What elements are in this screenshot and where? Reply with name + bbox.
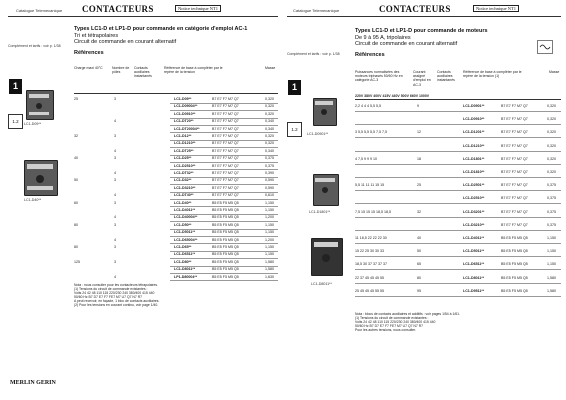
header-rule bbox=[8, 16, 278, 17]
row-poles: 3 bbox=[114, 156, 116, 161]
row-motor-power: 15 22 25 30 30 33 bbox=[355, 249, 384, 254]
table-row bbox=[355, 235, 561, 242]
row-voltage-codes: B7 E7 F7 M7 Q7 bbox=[212, 185, 239, 190]
contactor-photo-medium bbox=[311, 172, 339, 206]
column-header: Contacts auxiliaires instantanés bbox=[134, 66, 152, 79]
row-voltage-codes: B7 E7 F7 M7 Q7 bbox=[212, 163, 239, 168]
row-poles: 4 bbox=[114, 215, 116, 220]
row-mass: 0,375 bbox=[547, 222, 556, 227]
row-current: 80 bbox=[74, 245, 78, 249]
row-voltage-codes: B7 E7 F7 M7 Q7 bbox=[212, 119, 239, 124]
row-mass: 0,340 bbox=[265, 126, 274, 131]
row-voltage-codes: B5 E5 F5 M5 Q5 bbox=[212, 230, 239, 235]
chapter-tab: 1 bbox=[288, 80, 301, 95]
row-mass: 1,200 bbox=[265, 215, 274, 220]
brand-logo: MERLIN GERIN bbox=[10, 380, 56, 386]
voltage-header: 220V 380V 400V 415V 440V 500V 660V 1000V bbox=[355, 94, 430, 98]
row-motor-power: 25 45 45 45 55 55 bbox=[355, 288, 384, 293]
table-row bbox=[355, 275, 561, 282]
row-reference: LC1-D3210** bbox=[174, 185, 196, 190]
table-row bbox=[355, 169, 561, 176]
table-row bbox=[355, 261, 561, 268]
column-header: Nombre de pôles bbox=[112, 66, 130, 75]
top-line: Catalogue Telemecanique bbox=[293, 8, 340, 13]
table-row bbox=[355, 156, 561, 163]
photo-caption-1: LC1-D09** bbox=[24, 122, 42, 126]
row-mass: 0,610 bbox=[265, 193, 274, 198]
row-reference: LC1-D0910** bbox=[463, 117, 485, 122]
contactor-photo-large bbox=[22, 158, 58, 196]
photo-caption-1: LC1-D0901** bbox=[307, 132, 329, 136]
row-poles: 4 bbox=[114, 171, 116, 175]
row-poles: 3 bbox=[114, 222, 116, 227]
row-current: 40 bbox=[417, 236, 421, 240]
column-header: Charge maxi 40°C bbox=[74, 66, 103, 70]
row-mass: 1,630 bbox=[265, 274, 274, 279]
row-voltage-codes: B5 E5 F5 M5 Q5 bbox=[212, 237, 239, 242]
row-voltage-codes: B7 E7 F7 M7 Q7 bbox=[212, 171, 239, 175]
row-poles: 4 bbox=[114, 274, 116, 279]
row-reference: LC1-D3210** bbox=[463, 222, 485, 227]
row-voltage-codes: B5 E5 F5 M5 Q5 bbox=[212, 208, 239, 212]
row-current: 9 bbox=[417, 104, 419, 108]
row-motor-power: 4 7,5 9 9 9 10 bbox=[355, 156, 377, 161]
footnotes bbox=[355, 312, 560, 332]
row-reference: LP1-D80004** bbox=[174, 274, 198, 279]
column-header: Référence de base à compléter par le repère de la tension (1) bbox=[463, 70, 522, 79]
table-row bbox=[355, 182, 561, 189]
row-voltage-codes: B7 E7 F7 M7 Q7 bbox=[212, 148, 239, 153]
row-reference: LC1-DT40** bbox=[174, 193, 194, 198]
table-header-rule bbox=[74, 93, 278, 94]
row-reference: LC1-D1201** bbox=[463, 130, 485, 135]
table-row bbox=[355, 222, 561, 229]
row-voltage-codes: B5 E5 F5 M5 Q5 bbox=[212, 274, 239, 279]
footnote-line: Pour les autres tensions, nous consulter. bbox=[355, 328, 417, 332]
footnote-line: Volts 24 42 48 110 115 220/230 240 380/400 415 440 bbox=[74, 291, 155, 295]
row-mass: 0,320 bbox=[547, 117, 556, 122]
row-voltage-codes: B5 E5 F5 M5 Q5 bbox=[212, 252, 239, 257]
row-voltage-codes: B7 E7 F7 M7 Q7 bbox=[212, 126, 239, 131]
row-voltage-codes: B5 E5 F5 M5 Q5 bbox=[212, 259, 239, 264]
row-current: 80 bbox=[417, 275, 421, 280]
row-mass: 1,150 bbox=[547, 236, 556, 240]
row-voltage-codes: B7 E7 F7 M7 Q7 bbox=[212, 104, 239, 109]
row-mass: 0,375 bbox=[265, 156, 274, 161]
row-motor-power: 7,5 15 15 15 18,5 18,5 bbox=[355, 209, 391, 214]
table-row bbox=[355, 195, 561, 202]
row-voltage-codes: B5 E5 F5 M5 Q5 bbox=[212, 200, 239, 205]
notice-label: Notice technique NT1 bbox=[473, 5, 519, 12]
row-mass: 1,580 bbox=[265, 267, 274, 272]
notice-label: Notice technique NT1 bbox=[175, 5, 221, 12]
header-rule bbox=[287, 16, 561, 17]
row-mass: 0,320 bbox=[265, 141, 274, 146]
footnote-line: 50/60 Hz B7 D7 E7 F7 FE7 M7 U7 Q7 N7 R7 bbox=[355, 324, 424, 328]
row-motor-power: 11 18,5 22 22 22 30 bbox=[355, 236, 387, 240]
row-voltage-codes: B7 E7 F7 M7 Q7 bbox=[501, 117, 528, 122]
footnote-line: Volts 24 42 48 110 115 220/230 240 380/400 415 440 bbox=[355, 320, 436, 324]
column-header: Puissances normalisées des moteurs triphasés 50/60 Hz en catégorie AC-3 bbox=[355, 70, 403, 83]
row-current: 25 bbox=[417, 183, 421, 188]
footnotes bbox=[74, 283, 279, 307]
table-row bbox=[355, 248, 561, 255]
row-voltage-codes: B5 E5 F5 M5 Q5 bbox=[501, 262, 528, 267]
row-reference: LC1-D32** bbox=[174, 178, 192, 183]
row-reference: LC1-D5011** bbox=[174, 230, 196, 235]
row-mass: 1,580 bbox=[547, 288, 556, 293]
row-mass: 0,375 bbox=[265, 163, 274, 168]
row-current: 65 bbox=[417, 262, 421, 267]
row-mass: 1,580 bbox=[265, 259, 274, 264]
row-voltage-codes: B7 E7 F7 M7 Q7 bbox=[501, 196, 528, 201]
row-voltage-codes: B7 E7 F7 M7 Q7 bbox=[212, 97, 239, 101]
row-current: 50 bbox=[74, 178, 78, 183]
footnote-line: (2) Pour les tensions en courant continu, voir page 1/40. bbox=[74, 303, 159, 307]
contactor-photo-large bbox=[309, 236, 343, 276]
row-poles: 3 bbox=[114, 97, 116, 101]
row-current: 80 bbox=[74, 222, 78, 227]
row-reference: LC1-D1801** bbox=[463, 156, 485, 161]
contactor-photo-small bbox=[311, 96, 337, 126]
row-voltage-codes: B7 E7 F7 M7 Q7 bbox=[212, 111, 239, 116]
row-mass: 1,150 bbox=[265, 208, 274, 212]
row-voltage-codes: B7 E7 F7 M7 Q7 bbox=[212, 134, 239, 138]
row-current: 25 bbox=[74, 97, 78, 101]
row-mass: 0,390 bbox=[265, 171, 274, 175]
row-current: 18 bbox=[417, 156, 421, 161]
footnote-line: A peut recevoir, en façade, 1 bloc de contacts auxiliaires. bbox=[74, 299, 160, 303]
row-poles: 4 bbox=[114, 237, 116, 242]
row-reference: LC1-D2510** bbox=[463, 196, 485, 201]
row-current: 32 bbox=[417, 209, 421, 214]
column-header: Masse bbox=[265, 66, 276, 70]
row-current: 125 bbox=[74, 259, 80, 264]
row-reference: LC1-D50** bbox=[174, 222, 192, 227]
row-voltage-codes: B5 E5 F5 M5 Q5 bbox=[212, 267, 239, 272]
row-reference: LC1-D5011** bbox=[463, 249, 485, 254]
table-row bbox=[355, 129, 561, 136]
column-header: Référence de base à compléter par le repère de la tension bbox=[164, 66, 223, 75]
table-row bbox=[355, 103, 561, 110]
references-heading: Références bbox=[355, 52, 385, 58]
row-mass: 0,340 bbox=[265, 119, 274, 124]
row-reference: LC1-D09** bbox=[174, 97, 192, 101]
row-mass: 0,590 bbox=[265, 185, 274, 190]
row-reference: LC1-D65004** bbox=[174, 237, 198, 242]
row-motor-power: 3 5,5 5,5 5,5 7,5 7,5 bbox=[355, 130, 387, 135]
references-heading: Références bbox=[74, 50, 104, 56]
section-title: Types LC1-D et LP1-D pour commande en catégorie d'emploi AC-1 Tri et tétrapolaires Circuit de commande en courant alternatif bbox=[74, 26, 248, 46]
row-poles: 3 bbox=[114, 134, 116, 138]
row-voltage-codes: B7 E7 F7 M7 Q7 bbox=[212, 141, 239, 146]
row-current: 32 bbox=[74, 134, 78, 138]
row-reference: LC1-D8011** bbox=[174, 267, 196, 272]
photo-caption-2: LC1-D1801** bbox=[309, 210, 331, 214]
subchapter-tab: 1.2 bbox=[287, 122, 302, 137]
row-mass: 1,150 bbox=[265, 230, 274, 235]
ac-symbol-icon bbox=[537, 40, 553, 54]
table-row bbox=[355, 288, 561, 295]
row-mass: 0,375 bbox=[547, 183, 556, 188]
side-note: Complément et tarifs : voir p. 1/38 bbox=[287, 52, 340, 56]
row-mass: 0,375 bbox=[547, 196, 556, 201]
row-voltage-codes: B7 E7 F7 M7 Q7 bbox=[212, 178, 239, 183]
column-header: Masse bbox=[549, 70, 560, 74]
row-poles: 3 bbox=[114, 259, 116, 264]
table-row bbox=[355, 143, 561, 150]
row-mass: 0,320 bbox=[547, 104, 556, 108]
row-voltage-codes: B7 E7 F7 M7 Q7 bbox=[501, 143, 528, 148]
row-reference: LC1-D40004** bbox=[174, 215, 198, 220]
row-reference: LC1-D9511** bbox=[463, 288, 485, 293]
row-mass: 0,320 bbox=[547, 170, 556, 174]
row-voltage-codes: B5 E5 F5 M5 Q5 bbox=[212, 245, 239, 249]
chapter-tab: 1 bbox=[9, 79, 22, 94]
row-reference: LC1-D2501** bbox=[463, 183, 485, 188]
row-motor-power: 18,5 30 37 37 37 37 bbox=[355, 262, 387, 267]
row-poles: 3 bbox=[114, 245, 116, 249]
row-mass: 1,150 bbox=[265, 252, 274, 257]
row-mass: 1,150 bbox=[547, 262, 556, 267]
row-reference: LC1-DT20004** bbox=[174, 126, 200, 131]
row-mass: 0,320 bbox=[547, 130, 556, 135]
row-poles: 3 bbox=[114, 200, 116, 205]
row-current: 95 bbox=[417, 288, 421, 293]
row-voltage-codes: B5 E5 F5 M5 Q5 bbox=[501, 249, 528, 254]
footnote-line: 50/60 Hz B7 D7 E7 F7 FE7 M7 U7 Q7 N7 R7 bbox=[74, 295, 143, 299]
row-mass: 0,320 bbox=[265, 97, 274, 101]
row-reference: LC1-D0901** bbox=[463, 104, 485, 108]
row-voltage-codes: B7 E7 F7 M7 Q7 bbox=[501, 183, 528, 188]
row-mass: 0,590 bbox=[265, 178, 274, 183]
footnote-line: (1) Tensions du circuit de commande existantes : bbox=[74, 287, 148, 291]
row-voltage-codes: B5 E5 F5 M5 Q5 bbox=[212, 222, 239, 227]
row-current: 12 bbox=[417, 130, 421, 135]
row-reference: LC1-D4011** bbox=[463, 236, 485, 240]
row-voltage-codes: B7 E7 F7 M7 Q7 bbox=[501, 222, 528, 227]
footnote-line: (1) Tensions du circuit de commande existantes : bbox=[355, 316, 429, 320]
row-reference: LC1-DT32** bbox=[174, 171, 194, 175]
row-reference: LC1-D1210** bbox=[463, 143, 485, 148]
row-current: 50 bbox=[417, 249, 421, 254]
row-mass: 0,320 bbox=[265, 104, 274, 109]
row-reference: LC1-D6511** bbox=[463, 262, 485, 267]
row-poles: 4 bbox=[114, 119, 116, 124]
row-voltage-codes: B5 E5 F5 M5 Q5 bbox=[501, 236, 528, 240]
row-motor-power: 22 37 45 45 45 55 bbox=[355, 275, 384, 280]
row-current: 40 bbox=[74, 156, 78, 161]
row-mass: 0,320 bbox=[265, 134, 274, 138]
row-reference: LC1-D80** bbox=[174, 259, 192, 264]
row-reference: LC1-D40** bbox=[174, 200, 192, 205]
row-poles: 4 bbox=[114, 148, 116, 153]
photo-caption-2: LC1-D40** bbox=[24, 198, 42, 202]
row-voltage-codes: B7 E7 F7 M7 Q7 bbox=[501, 170, 528, 174]
section-title: Types LC1-D et LP1-D pour commande de moteurs De 9 à 95 A, tripolaires Circuit de commande en courant alternatif bbox=[355, 28, 488, 48]
row-mass: 0,320 bbox=[547, 156, 556, 161]
row-reference: LC1-D1810** bbox=[463, 170, 485, 174]
row-reference: LC1-D3201** bbox=[463, 209, 485, 214]
row-reference: LC1-D8011** bbox=[463, 275, 485, 280]
footnote-line: Nota : nous consulter pour les contacteurs tétrapolaires. bbox=[74, 283, 159, 287]
row-reference: LC1-D65** bbox=[174, 245, 192, 249]
row-mass: 0,320 bbox=[265, 111, 274, 116]
row-voltage-codes: B7 E7 F7 M7 Q7 bbox=[501, 209, 528, 214]
row-reference: LC1-D2510** bbox=[174, 163, 196, 168]
footnote-line: Nota : blocs de contacts auxiliaires et additifs : voir pages 1/54 à 1/61. bbox=[355, 312, 460, 316]
row-voltage-codes: B5 E5 F5 M5 Q5 bbox=[501, 288, 528, 293]
row-mass: 0,340 bbox=[265, 148, 274, 153]
row-voltage-codes: B5 E5 F5 M5 Q5 bbox=[501, 275, 528, 280]
page-heading: CONTACTEURS bbox=[82, 4, 154, 14]
row-reference: LC1-D6511** bbox=[174, 252, 196, 257]
row-reference: LC1-D4011** bbox=[174, 208, 196, 212]
row-voltage-codes: B7 E7 F7 M7 Q7 bbox=[501, 130, 528, 135]
column-header: Courant assigné d'emploi en AC-3 bbox=[413, 70, 431, 87]
row-reference: LC1-D0910** bbox=[174, 111, 196, 116]
contactor-photo-small bbox=[24, 88, 54, 120]
row-reference: LC1-DT25** bbox=[174, 148, 194, 153]
row-voltage-codes: B5 E5 F5 M5 Q5 bbox=[212, 215, 239, 220]
row-voltage-codes: B7 E7 F7 M7 Q7 bbox=[501, 156, 528, 161]
page-heading: CONTACTEURS bbox=[379, 4, 451, 14]
row-poles: 4 bbox=[114, 193, 116, 198]
right-page bbox=[283, 0, 566, 400]
side-note: Complément et tarifs : voir p. 1/38 bbox=[8, 44, 61, 48]
row-mass: 1,150 bbox=[265, 222, 274, 227]
row-mass: 0,375 bbox=[547, 209, 556, 214]
row-reference: LC1-D12** bbox=[174, 134, 192, 138]
table-header-rule bbox=[355, 99, 561, 100]
row-mass: 1,580 bbox=[547, 275, 556, 280]
subchapter-tab: 1.2 bbox=[8, 114, 23, 129]
row-mass: 1,150 bbox=[547, 249, 556, 254]
row-poles: 3 bbox=[114, 178, 116, 183]
row-voltage-codes: B7 E7 F7 M7 Q7 bbox=[501, 104, 528, 108]
row-current: 60 bbox=[74, 200, 78, 205]
row-reference: LC1-DT20** bbox=[174, 119, 194, 124]
row-reference: LC1-D09004** bbox=[174, 104, 198, 109]
row-voltage-codes: B7 E7 F7 M7 Q7 bbox=[212, 193, 239, 198]
row-motor-power: 5,5 11 11 11 15 15 bbox=[355, 183, 385, 188]
photo-caption-3: LC1-D8011** bbox=[311, 282, 332, 286]
table-row bbox=[355, 116, 561, 123]
row-mass: 1,200 bbox=[265, 237, 274, 242]
row-mass: 1,150 bbox=[265, 200, 274, 205]
column-header: Contacts auxiliaires instantanés bbox=[437, 70, 455, 83]
table-row bbox=[355, 209, 561, 216]
row-motor-power: 2,2 4 4 4 5,5 5,5 bbox=[355, 104, 381, 108]
top-line: Catalogue Telemecanique bbox=[16, 8, 63, 13]
row-voltage-codes: B7 E7 F7 M7 Q7 bbox=[212, 156, 239, 161]
row-mass: 1,150 bbox=[265, 245, 274, 249]
row-reference: LC1-D1210** bbox=[174, 141, 196, 146]
row-mass: 0,320 bbox=[547, 143, 556, 148]
row-reference: LC1-D25** bbox=[174, 156, 192, 161]
